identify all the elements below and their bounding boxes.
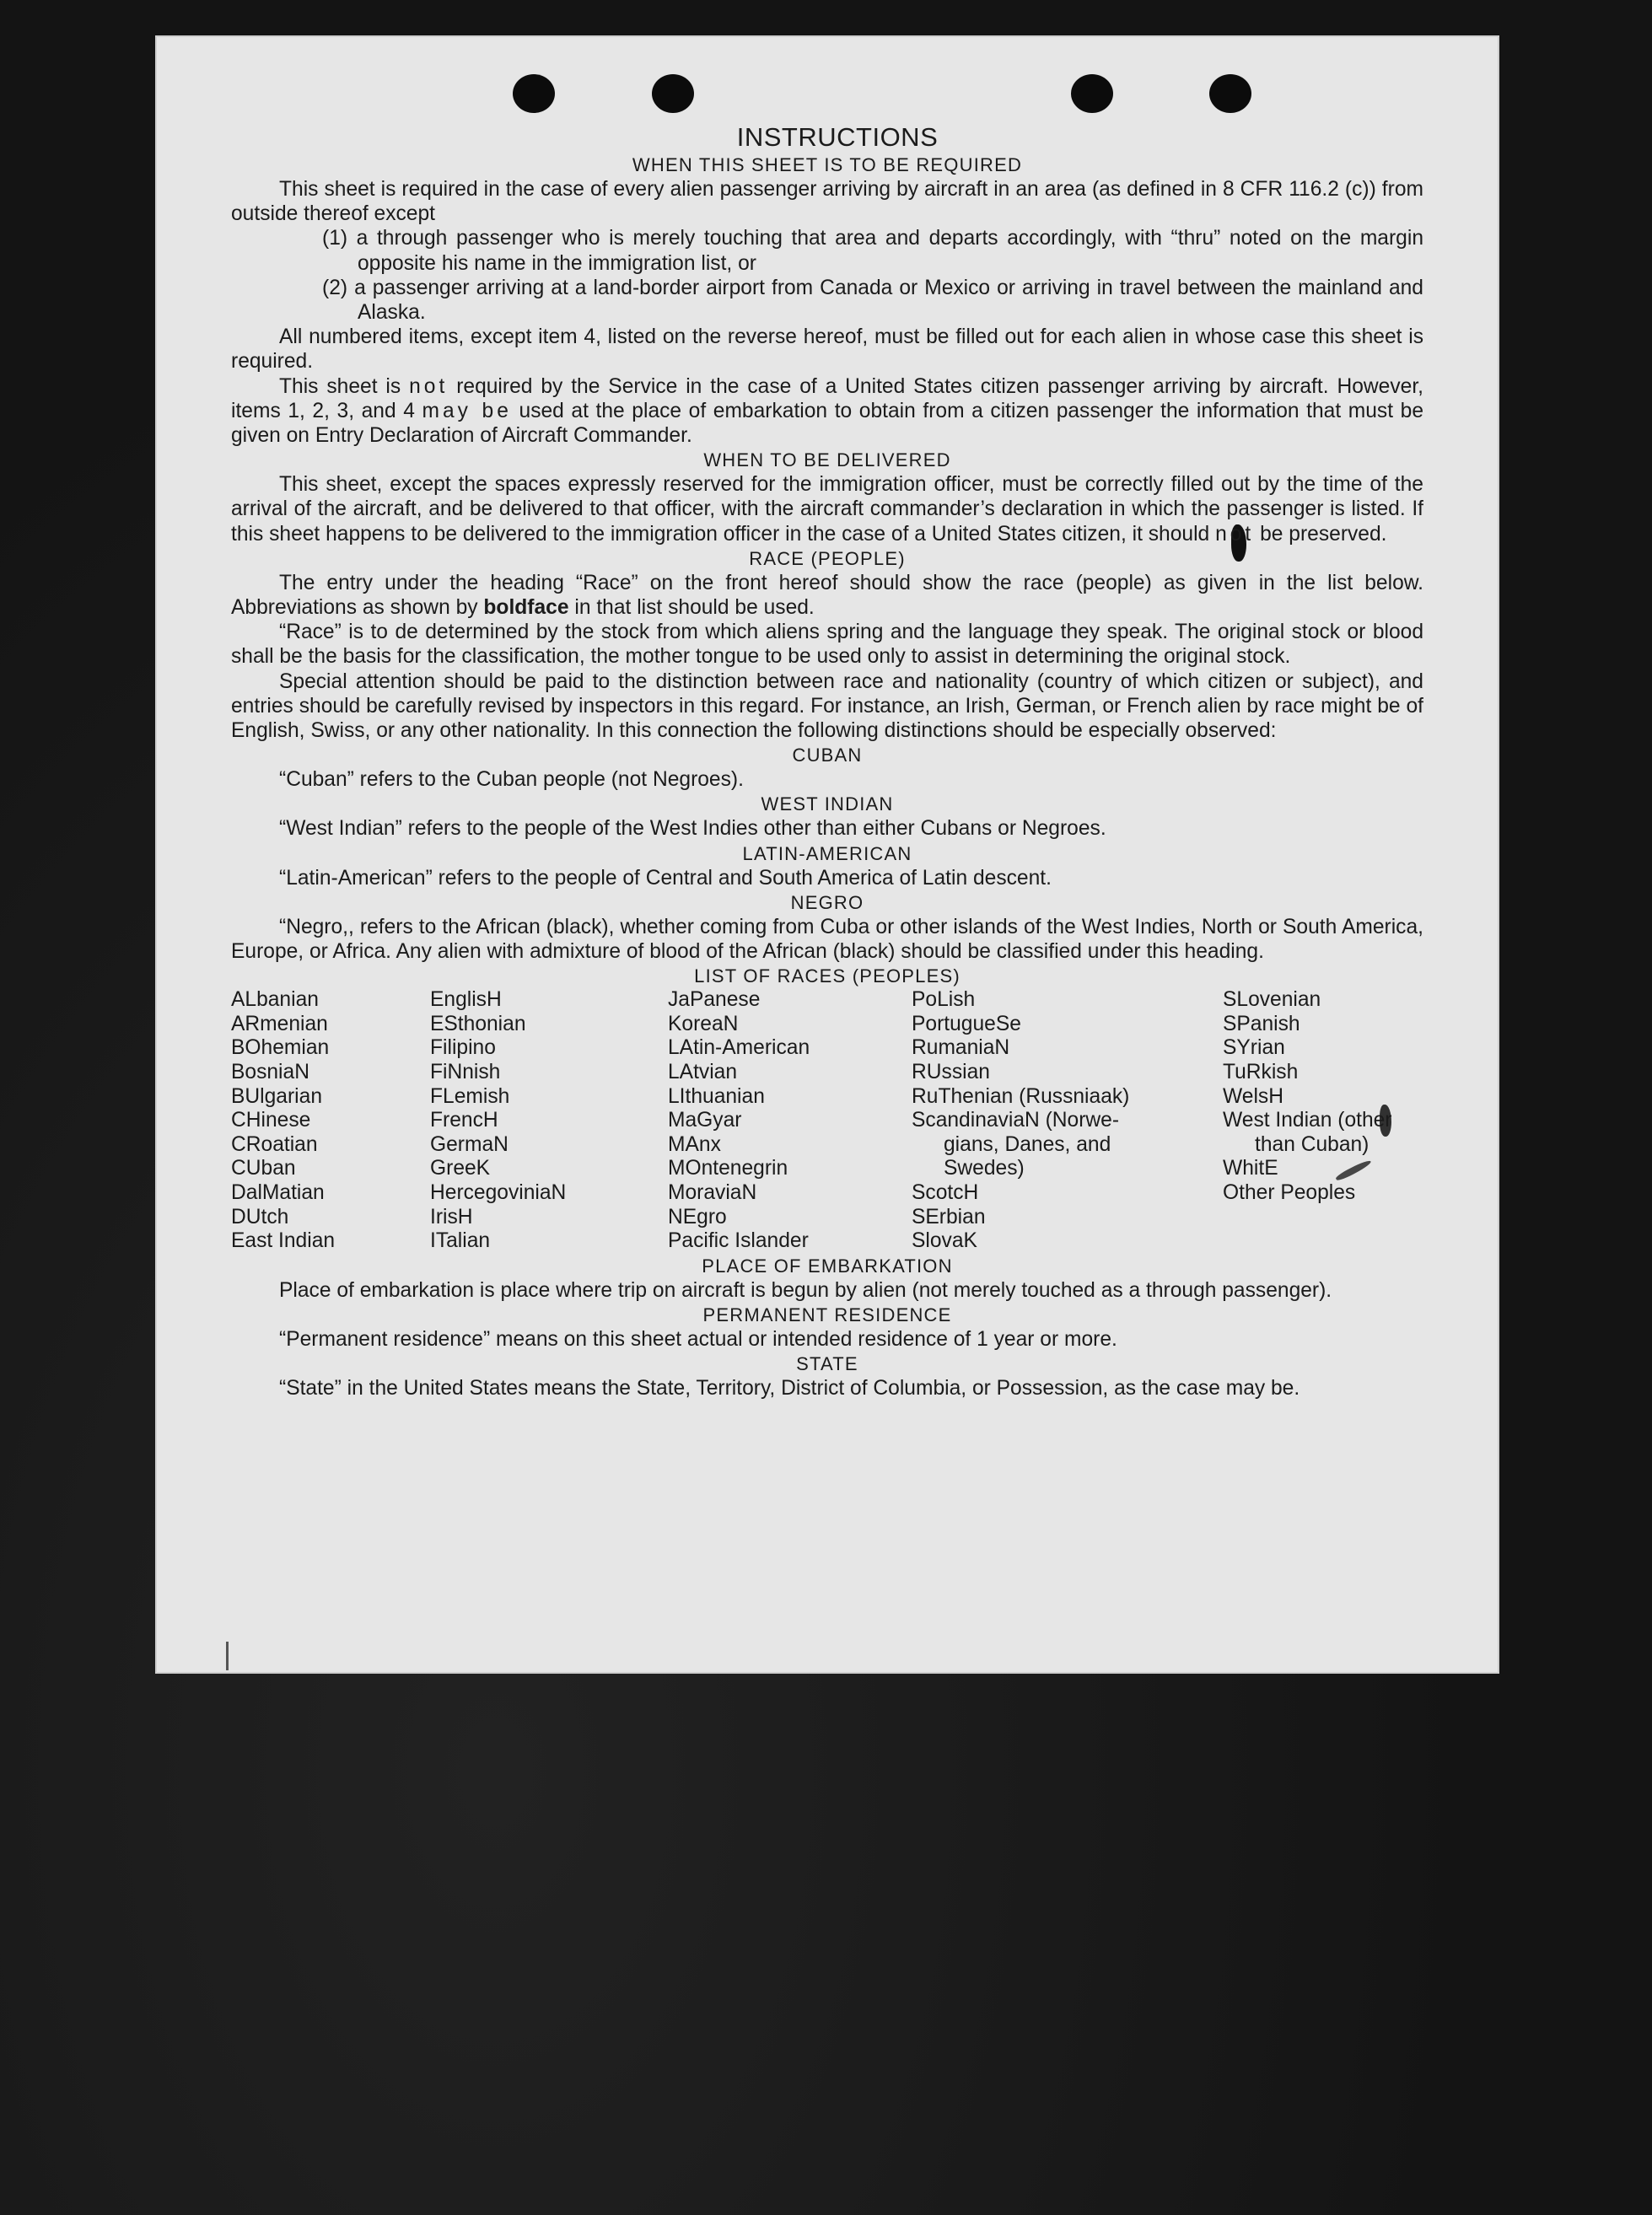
paragraph: “Cuban” refers to the Cuban people (not Negroes). [279,768,744,792]
scratch-mark [226,1642,229,1670]
text-run: required by the Service in the case of a United States citizen passenger arriving by aircraft. However, items 1, 2, 3, and 4 [231,374,1423,422]
punch-hole [513,74,555,113]
race-entry: BOhemian [231,1036,330,1060]
race-entry: LIthuanian [668,1084,765,1108]
race-entry: SYrian [1223,1036,1285,1060]
text-run: This sheet, except the spaces expressly reserved for the immigration officer, must be correctly filled out by the time of the arrival of the aircraft, and be delivered to that officer, with the aircraft commander’s declaration in which the passenger is listed. If this sheet happens to be delivered to the immigration officer in the case of a United States citizen, it should [231,473,1423,546]
race-entry: MOntenegrin [668,1157,788,1180]
paragraph: Place of embarkation is place where trip on aircraft is begun by alien (not merely touched as a through passenger). [279,1278,1332,1302]
race-entry: ScandinaviaN (Norwe- [912,1109,1120,1132]
race-entry: ESthonian [430,1012,526,1035]
race-entry: Filipino [430,1036,496,1060]
list-item: (2) a passenger arriving at a land-border airport from Canada or Mexico or arriving in travel between the mainland and Alaska. [322,276,1423,325]
race-entry: MaGyar [668,1109,742,1132]
section-heading-latin-american: LATIN-AMERICAN [742,842,912,864]
list-item: (1) a through passenger who is merely touching that area and departs accordingly, with “thru” noted on the margin opposite his name in the immigration list, or [322,227,1423,275]
races-column-3 [668,988,912,1254]
race-entry: BUlgarian [231,1084,322,1108]
emphasis-boldface: boldface [483,596,569,620]
race-entry: GreeK [430,1157,491,1180]
paragraph: All numbered items, except item 4, listed on the reverse hereof, must be filled out for each alien in whose case this sheet is required. [231,325,1423,374]
race-entry-continued: Swedes) [944,1157,1025,1180]
section-heading-west-indian: WEST INDIAN [761,793,894,815]
race-entry: SErbian [912,1205,986,1228]
race-entry: PoLish [912,988,976,1012]
section-heading-residence: PERMANENT RESIDENCE [702,1304,952,1326]
race-entry: FLemish [430,1084,510,1108]
punch-hole [1071,74,1113,113]
race-entry: RumaniaN [912,1036,1010,1060]
paragraph: This sheet is required in the case of every alien passenger arriving by aircraft in an area (as defined in 8 CFR 116.2 (c)) from outside thereof except [231,178,1423,226]
paragraph: “Latin-American” refers to the people of Central and South America of Latin descent. [279,866,1052,890]
races-column-5 [1223,988,1423,1254]
paragraph: “State” in the United States means the State, Territory, District of Columbia, or Possession, as the case may be. [279,1377,1300,1401]
races-table [231,988,1423,1254]
section-heading-state: STATE [796,1353,858,1375]
race-entry: MoraviaN [668,1181,757,1205]
emphasis-may-be: may be [422,399,512,422]
section-heading-cuban: CUBAN [792,745,863,766]
race-entry: FrencH [430,1109,498,1132]
race-entry: JaPanese [668,988,761,1012]
paragraph [231,472,1423,546]
race-entry: RUssian [912,1061,990,1084]
race-entry: ALbanian [231,988,319,1012]
race-entry: LAtvian [668,1061,738,1084]
text-run: This sheet is [279,374,401,398]
race-entry: ScotcH [912,1181,979,1205]
section-heading-list-of-races: LIST OF RACES (PEOPLES) [694,965,961,987]
section-heading-required: WHEN THIS SHEET IS TO BE REQUIRED [632,154,1023,175]
race-entry: SlovaK [912,1229,977,1253]
paragraph: “Negro,, refers to the African (black), whether coming from Cuba or other islands of the West Indies, North or South America, Europe, or Africa. Any alien with admixture of blood of the African (black) should be classified under this heading. [231,915,1423,964]
page-title: INSTRUCTIONS [736,122,939,152]
paragraph: “Race” is to de determined by the stock from which aliens spring and the language they speak. The original stock or blood shall be the basis for the classification, the mother tongue to be used only to assist in determining the original stock. [231,621,1423,669]
punch-hole [1209,74,1251,113]
text-run: The entry under the heading “Race” on the front hereof should show the race (people) as given in the list below. Abbreviations as shown by [231,571,1423,620]
text-run: used at the place of embarkation to obtain from a citizen passenger the information that must be given on Entry Declaration of Aircraft Commander. [231,399,1423,448]
race-entry: KoreaN [668,1012,739,1035]
paragraph: “West Indian” refers to the people of the West Indies other than either Cubans or Negroes. [279,817,1106,841]
race-entry: HercegoviniaN [430,1181,567,1205]
race-entry: Other Peoples [1223,1181,1356,1205]
text-run: be preserved. [1260,522,1387,546]
race-entry: GermaN [430,1132,509,1156]
section-heading-embarkation: PLACE OF EMBARKATION [702,1255,953,1277]
race-entry: CHinese [231,1109,311,1132]
race-entry: CUban [231,1157,296,1180]
race-entry: PortugueSe [912,1012,1021,1035]
race-entry: DalMatian [231,1181,325,1205]
race-entry: IrisH [430,1205,473,1228]
punch-hole [652,74,694,113]
text-run: in that list should be used. [574,596,815,620]
race-entry: WelsH [1223,1084,1283,1108]
race-entry: EnglisH [430,988,502,1012]
races-column-4 [912,988,1223,1254]
section-heading-negro: NEGRO [790,891,864,913]
race-entry: West Indian (other [1223,1109,1392,1132]
race-entry: TuRkish [1223,1061,1299,1084]
race-entry: CRoatian [231,1132,318,1156]
race-entry: LAtin-American [668,1036,810,1060]
race-entry: SLovenian [1223,988,1321,1012]
paragraph [231,571,1423,620]
race-entry: RuThenian (Russniaak) [912,1084,1130,1108]
race-entry: SPanish [1223,1012,1300,1035]
section-heading-delivered: WHEN TO BE DELIVERED [703,449,951,471]
races-column-1 [231,988,430,1254]
race-entry: NEgro [668,1205,727,1228]
races-column-2 [430,988,668,1254]
race-entry: BosniaN [231,1061,309,1084]
paragraph: Special attention should be paid to the distinction between race and nationality (country of which citizen or subject), and entries should be carefully revised by inspectors in this regard. For instance, an Irish, German, or French alien by race might be of English, Swiss, or any other nationality. In this connection the following distinctions should be especially observed: [231,669,1423,743]
race-entry: WhitE [1223,1157,1278,1180]
instructions-body [231,123,1423,1401]
paragraph: “Permanent residence” means on this sheet actual or intended residence of 1 year or more. [279,1328,1117,1352]
race-entry-continued: than Cuban) [1255,1132,1369,1156]
race-entry: Pacific Islander [668,1229,809,1253]
race-entry-continued: gians, Danes, and [944,1132,1111,1156]
race-entry: East Indian [231,1229,336,1253]
race-entry: MAnx [668,1132,721,1156]
paragraph [231,374,1423,449]
race-entry: FiNnish [430,1061,501,1084]
section-heading-race: RACE (PEOPLE) [749,547,906,569]
race-entry: ARmenian [231,1012,328,1035]
instruction-sheet [155,35,1499,1674]
race-entry: DUtch [231,1205,289,1228]
race-entry: ITalian [430,1229,491,1253]
emphasis-not: not [409,374,449,398]
emphasis-not: not [1215,522,1255,546]
